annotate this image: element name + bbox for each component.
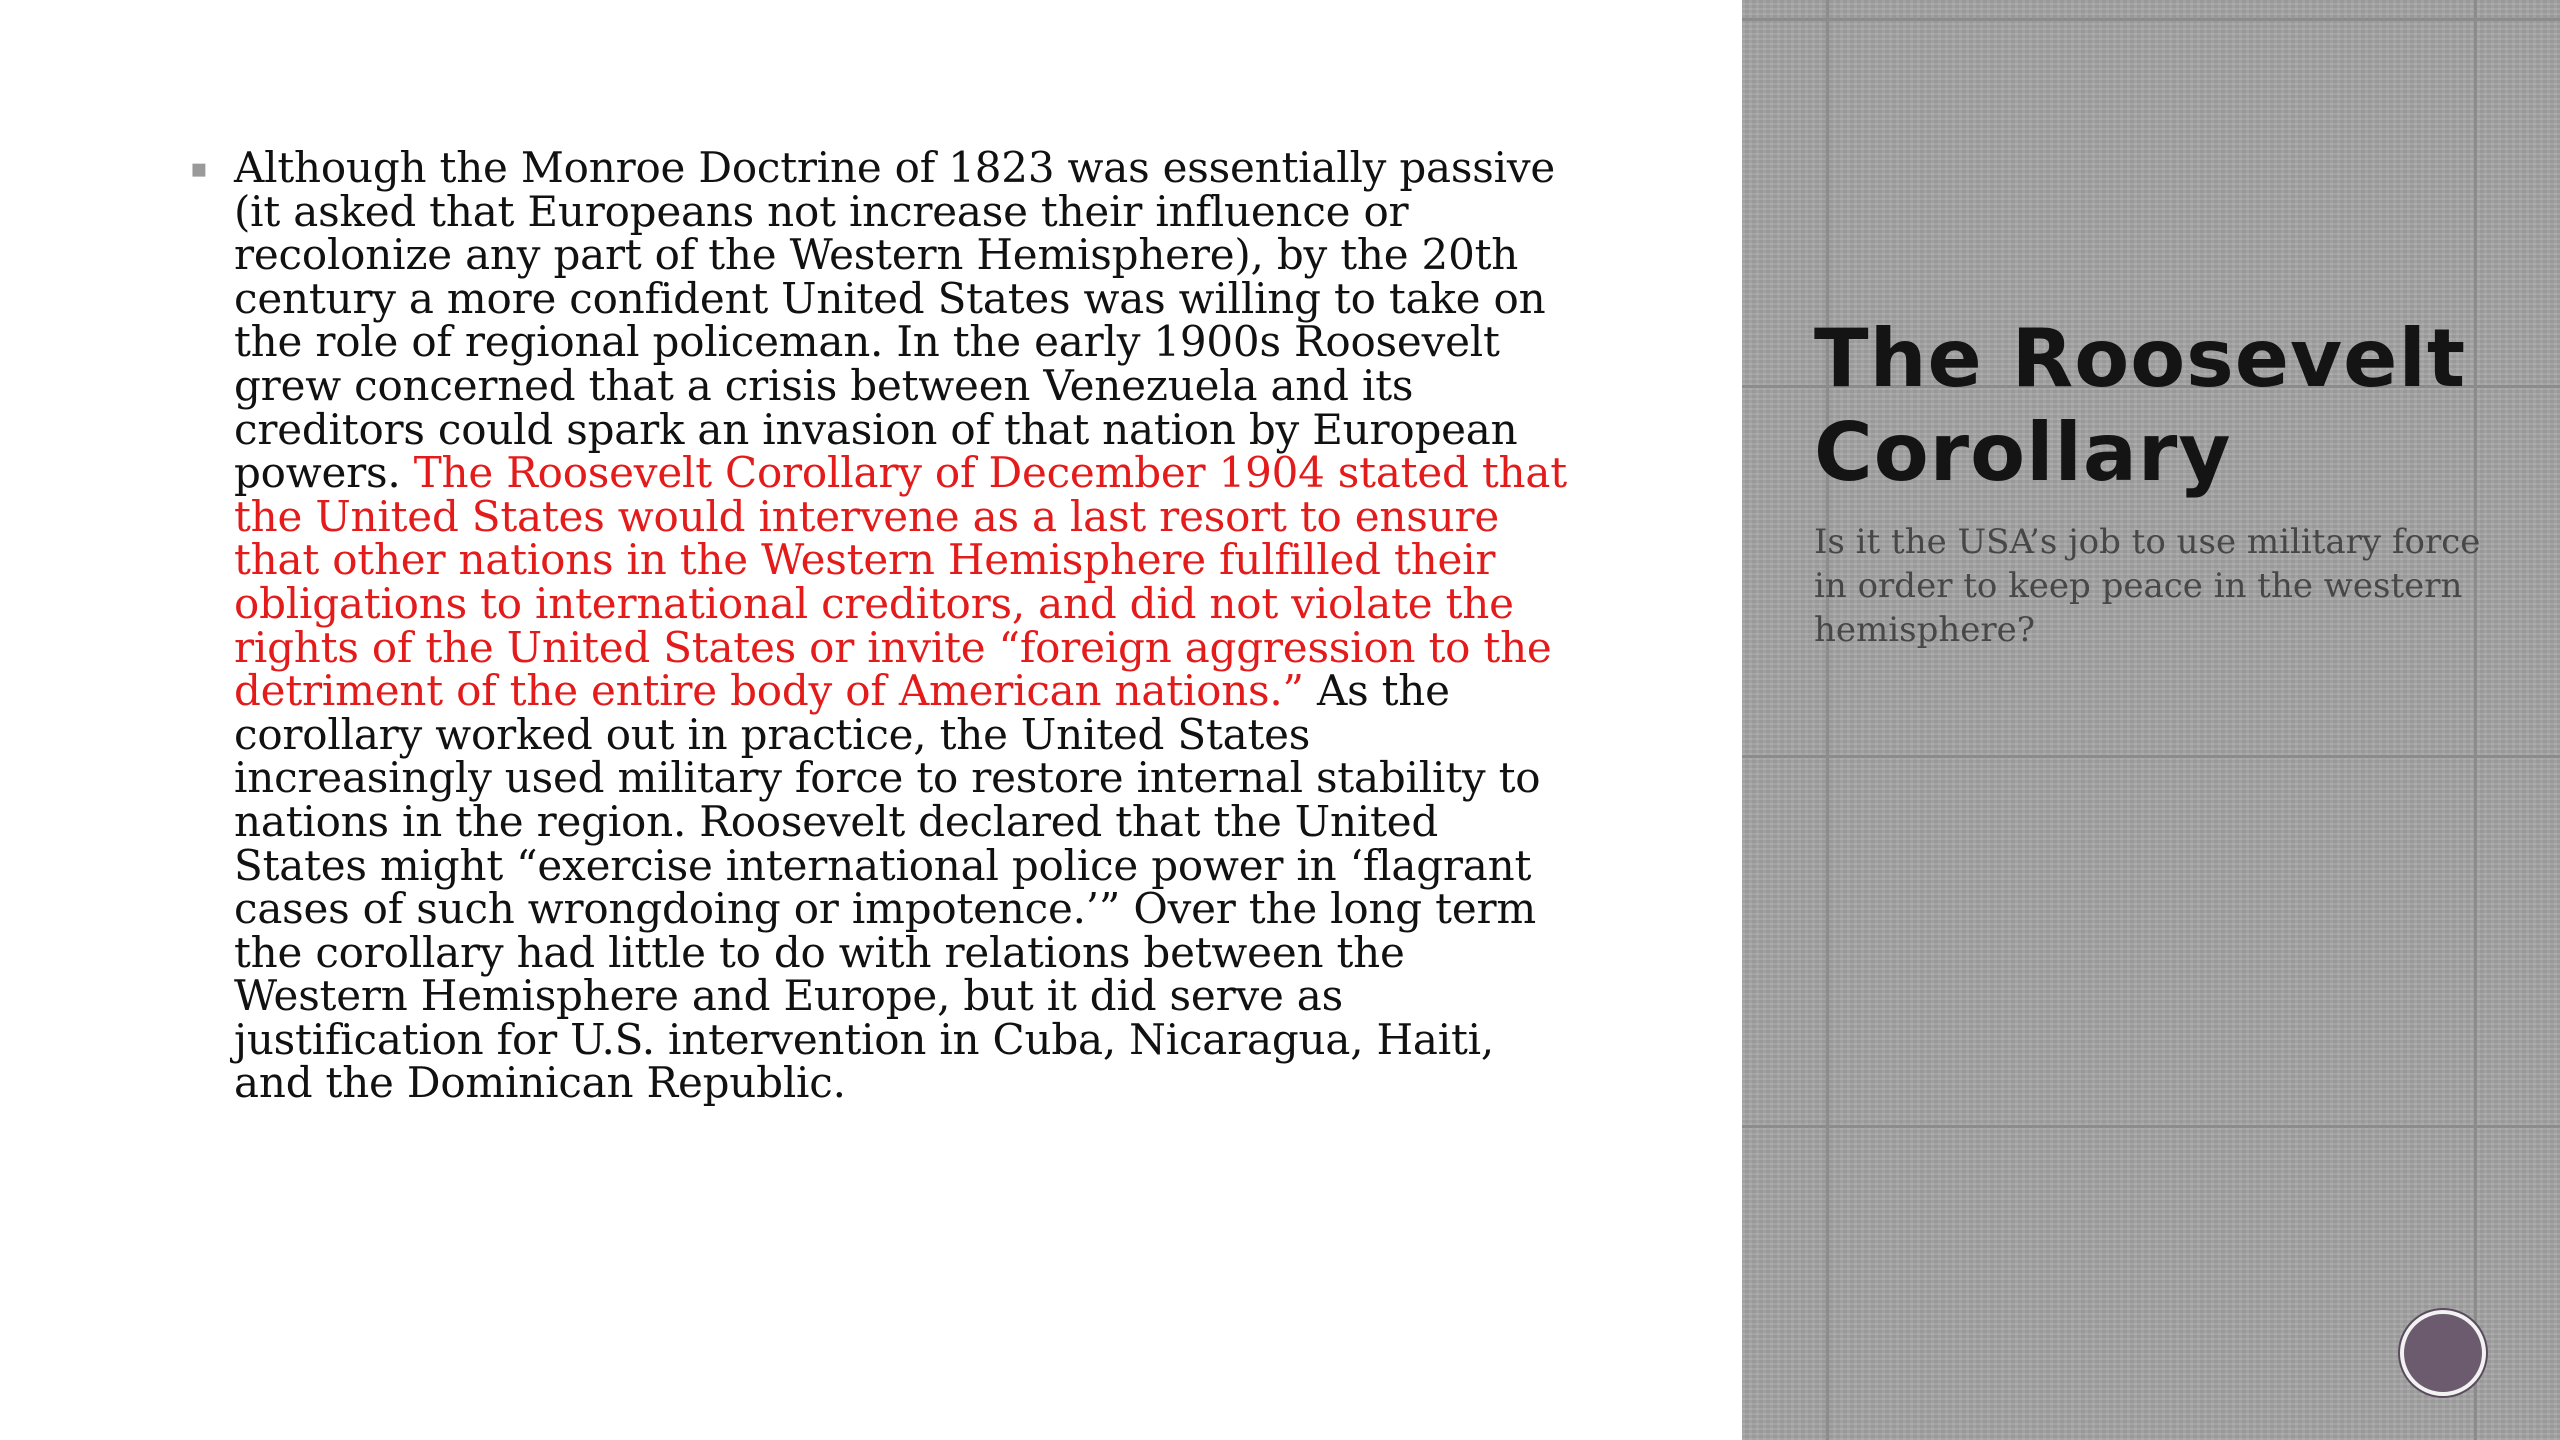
body-text-conclusion: As the corollary worked out in practice, the United States increasingly used military force to restore internal stability to nations in the region. Roosevelt declared that the United States might “exercise international police power in ‘flagrant cases of such wrongdoing or impotence.’” Over the long term the corollary had little to do with relations between the Western Hemisphere and Europe, but it did serve as justification for U.S. intervention in Cuba, Nicaragua, Haiti, and the Dominican Republic. [234,666,1541,1108]
slide-body [190,143,1570,1108]
slide-subtitle: Is it the USA’s job to use military force in order to keep peace in the western hemisphere? [1814,522,2481,650]
panel-grid-line [1742,18,2560,21]
bullet-marker: ▪ [190,154,208,184]
panel-grid-line [1742,755,2560,758]
panel-grid-line [1826,0,1829,1440]
body-text-highlighted: The Roosevelt Corollary of December 1904 stated that the United States would intervene as a last resort to ensure that other nations in the Western Hemisphere fulfilled their obligations to international creditors, and did not violate the rights of the United States or invite “foreign aggression to the detriment of the entire body of American nations.” [234,448,1567,716]
body-text-intro: Although the Monroe Doctrine of 1823 was essentially passive (it asked that Europeans not increase their influence or recolonize any part of the Western Hemisphere), by the 20th century a more confident United States was willing to take on the role of regional policeman. In the early 1900s Roosevelt grew concerned that a crisis between Venezuela and its creditors could spark an invasion of that nation by European powers. [234,143,1556,498]
bullet-text [234,143,1570,1108]
title-panel [1742,0,2560,1440]
bullet-item [190,143,1570,1108]
slide-nav-button[interactable] [2400,1310,2486,1396]
panel-grid-line [1742,1125,2560,1128]
slide-title: The Roosevelt Corollary [1814,312,2467,499]
panel-grid-line [2474,0,2477,1440]
